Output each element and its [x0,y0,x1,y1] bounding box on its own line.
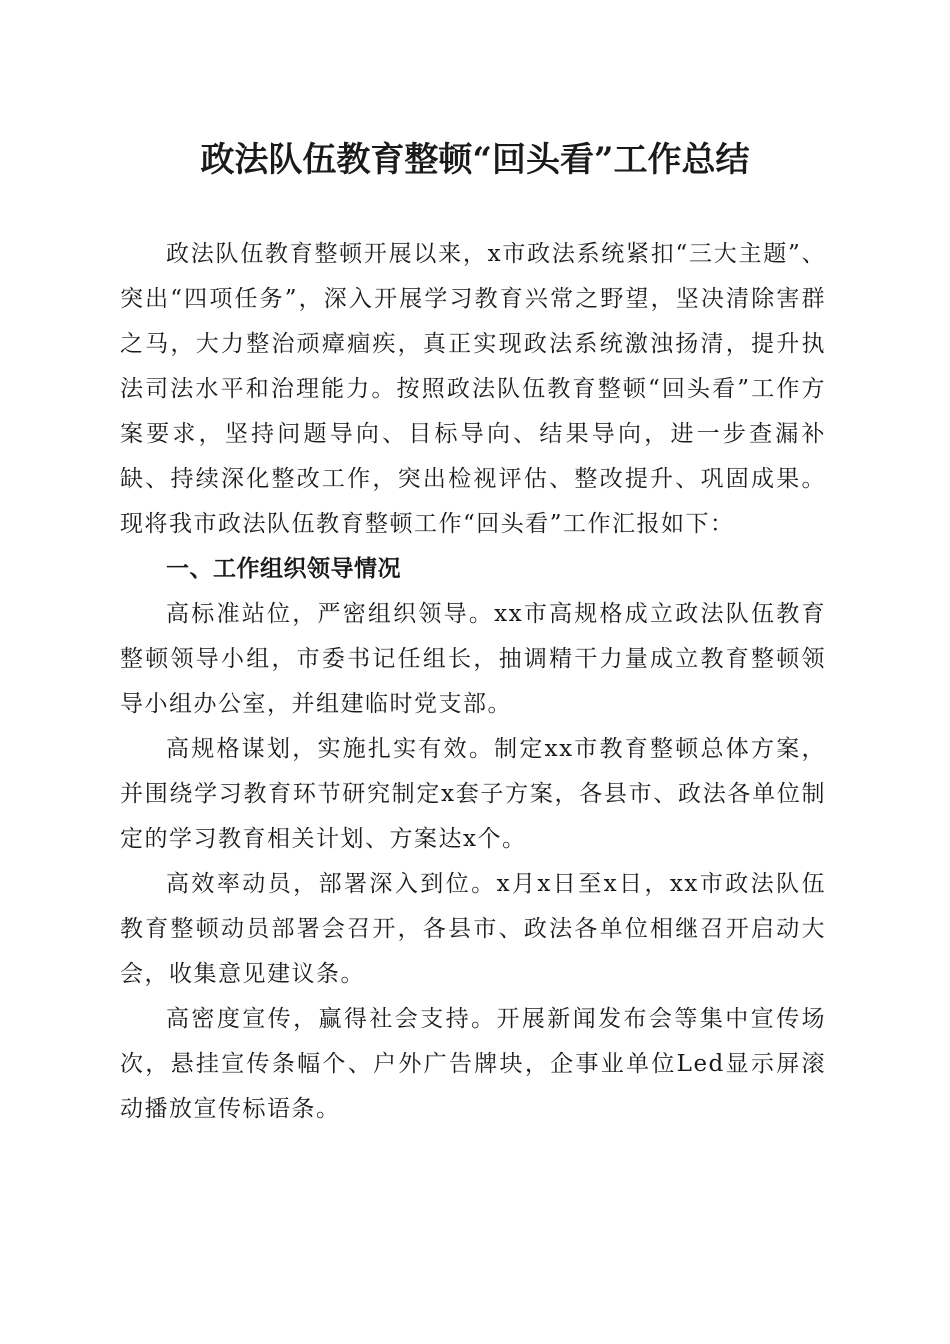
intro-paragraph: 政法队伍教育整顿开展以来，x市政法系统紧扣“三大主题”、突出“四项任务”，深入开展学习教育兴常之野望，坚决清除害群之马，大力整治顽瘴痼疾，真正实现政法系统激浊扬清，提升执法司法水平和治理能力。按照政法队伍教育整顿“回头看”工作方案要求，坚持问题导向、目标导向、结果导向，进一步查漏补缺、持续深化整改工作，突出检视评估、整改提升、巩固成果。现将我市政法队伍教育整顿工作“回头看”工作汇报如下： [120,241,826,537]
section-1-paragraph-1: 高标准站位，严密组织领导。xx市高规格成立政法队伍教育整顿领导小组，市委书记任组长，抽调精干力量成立教育整顿领导小组办公室，并组建临时党支部。 [120,601,826,717]
section-1-paragraph-3: 高效率动员，部署深入到位。x月x日至x日，xx市政法队伍教育整顿动员部署会召开，各县市、政法各单位相继召开启动大会，收集意见建议条。 [120,871,826,987]
section-1-paragraph-4: 高密度宣传，赢得社会支持。开展新闻发布会等集中宣传场次，悬挂宣传条幅个、户外广告牌块，企事业单位Led显示屏滚动播放宣传标语条。 [120,1006,826,1122]
document-title: 政法队伍教育整顿“回头看”工作总结 [200,140,750,180]
document-body [120,232,826,1132]
section-heading-1: 一、工作组织领导情况 [166,556,401,582]
section-1-paragraph-2: 高规格谋划，实施扎实有效。制定xx市教育整顿总体方案，并围绕学习教育环节研究制定x套子方案，各县市、政法各单位制定的学习教育相关计划、方案达x个。 [120,736,826,852]
